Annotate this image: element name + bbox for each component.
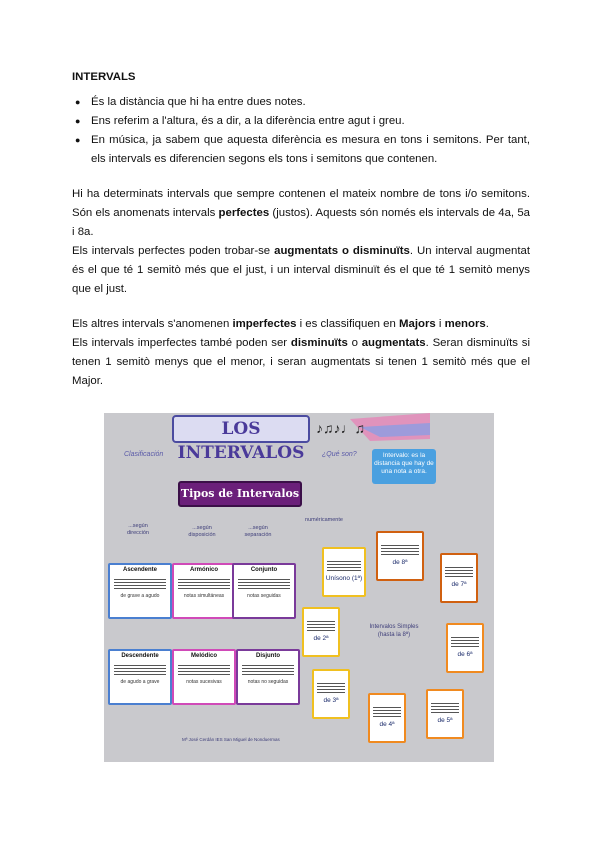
interval-label: de 2ª — [313, 635, 329, 642]
card-caption: notas seguidas — [247, 593, 281, 599]
staff-graphic — [445, 565, 473, 577]
card-armonico — [172, 563, 236, 619]
bold-term: menors — [444, 318, 486, 330]
category-separacion: ...según separación — [244, 525, 272, 538]
page-title: INTERVALS — [72, 71, 136, 83]
interval-2nd — [302, 607, 340, 657]
card-melodico — [172, 649, 236, 705]
card-conjunto — [232, 563, 296, 619]
list-item: ● És la distància que hi ha entre dues notes. — [72, 93, 530, 112]
bold-term: disminuïts — [290, 337, 348, 349]
staff-graphic — [238, 577, 290, 591]
interval-4th — [368, 693, 406, 743]
text-run: (justos). Aquests són només els intervals de 4a, 5a i 8a. — [72, 207, 530, 238]
interval-unison — [322, 547, 366, 597]
text-run: . Seran disminuïts si tenen 1 semitò menys que el menor, i seran augmentats si tenen 1 semitò més que el Major. — [72, 337, 530, 387]
svg-text:♪♫♪♩♫: ♪♫♪♩♫ — [316, 420, 365, 436]
interval-label: de 8ª — [392, 559, 408, 566]
bold-term: Majors — [399, 318, 436, 330]
text-run: Hi ha determinats intervals que sempre contenen el mateix nombre de tons i/o semitons. Són els anomenats intervals — [72, 188, 530, 219]
card-caption: de agudo a grave — [120, 679, 160, 685]
interval-label: Unísono (1ª) — [325, 575, 363, 582]
concept-map-image — [104, 413, 494, 762]
interval-3rd — [312, 669, 350, 719]
card-title: Descendente — [121, 653, 159, 659]
music-notes-decoration — [310, 413, 430, 443]
staff-graphic — [327, 559, 361, 571]
map-credit: Mª José Cerdán IES San Miguel de Nonduermas — [182, 737, 280, 742]
staff-graphic — [317, 681, 345, 693]
text-run: i es classifiquen en — [296, 318, 399, 330]
category-disposicion: ...según disposición — [188, 525, 216, 538]
interval-5th — [426, 689, 464, 739]
text-run: Els altres intervals s'anomenen — [72, 318, 233, 330]
card-caption: de grave a agudo — [120, 593, 160, 599]
types-box: Tipos de Intervalos — [178, 481, 302, 507]
card-ascendente — [108, 563, 172, 619]
card-title: Ascendente — [122, 567, 157, 573]
list-item: ● En música, ja sabem que aquesta diferència es mesura en tons i semitons. Per tant, els intervals es diferencien segons els tons i semitons que contenen. — [72, 131, 530, 169]
text-run: Els intervals perfectes poden trobar-se — [72, 245, 275, 257]
document-body — [72, 68, 530, 391]
interval-label: de 4ª — [379, 721, 395, 728]
staff-graphic — [114, 577, 166, 591]
paragraph-perfect — [72, 185, 530, 242]
interval-8th — [376, 531, 424, 581]
bold-term: imperfectes — [232, 318, 297, 330]
paragraph-imperfect — [72, 315, 530, 334]
map-title: LOS INTERVALOS — [172, 415, 310, 443]
staff-graphic — [178, 577, 230, 591]
card-title: Conjunto — [250, 567, 278, 573]
list-item: ● Ens referim a l'altura, és a dir, a la diferència entre agut i greu. — [72, 112, 530, 131]
staff-graphic — [381, 543, 419, 555]
staff-graphic — [451, 635, 479, 647]
bold-term: perfectes — [218, 207, 270, 219]
bold-term: augmentats — [361, 337, 426, 349]
card-title: Disjunto — [256, 653, 280, 659]
staff-graphic — [431, 701, 459, 713]
interval-label: de 5ª — [437, 717, 453, 724]
card-title: Melódico — [190, 653, 217, 659]
interval-label: de 7ª — [451, 581, 467, 588]
paragraph-augmented — [72, 242, 530, 299]
text-run: i — [435, 318, 445, 330]
definition-box: Intervalo: es la distancia que hay de una nota a otra. — [372, 449, 436, 484]
bold-term: augmentats o disminuïts — [274, 245, 410, 257]
card-caption: notas no seguidas — [247, 679, 289, 685]
card-disjunto — [236, 649, 300, 705]
paragraph-imperfect-alterations — [72, 334, 530, 391]
text-run: . Un interval augmentat és el que té 1 semitò més que el just, i un interval disminuït és el que té 1 semitò menys que el just. — [72, 245, 530, 295]
bullet-list — [72, 93, 530, 169]
interval-label: de 6ª — [457, 651, 473, 658]
text-run: Els intervals imperfectes també poden ser — [72, 337, 291, 349]
interval-6th — [446, 623, 484, 673]
label-simples: Intervalos Simples (hasta la 8ª) — [369, 624, 419, 638]
label-clasificacion: Clasificación — [124, 451, 164, 458]
interval-label: de 3ª — [323, 697, 339, 704]
staff-graphic — [178, 663, 230, 677]
card-caption: notas sucesivas — [186, 679, 222, 685]
category-numericamente: numéricamente — [305, 517, 343, 523]
staff-graphic — [114, 663, 166, 677]
label-que-son: ¿Qué son? — [322, 451, 357, 458]
staff-graphic — [242, 663, 294, 677]
interval-7th — [440, 553, 478, 603]
card-descendente — [108, 649, 172, 705]
card-caption: notas simultáneas — [183, 593, 225, 599]
card-title: Armónico — [189, 567, 218, 573]
staff-graphic — [307, 619, 335, 631]
text-run: o — [347, 337, 362, 349]
category-direccion: ...según dirección — [126, 523, 149, 536]
staff-graphic — [373, 705, 401, 717]
text-run: . — [485, 318, 489, 330]
